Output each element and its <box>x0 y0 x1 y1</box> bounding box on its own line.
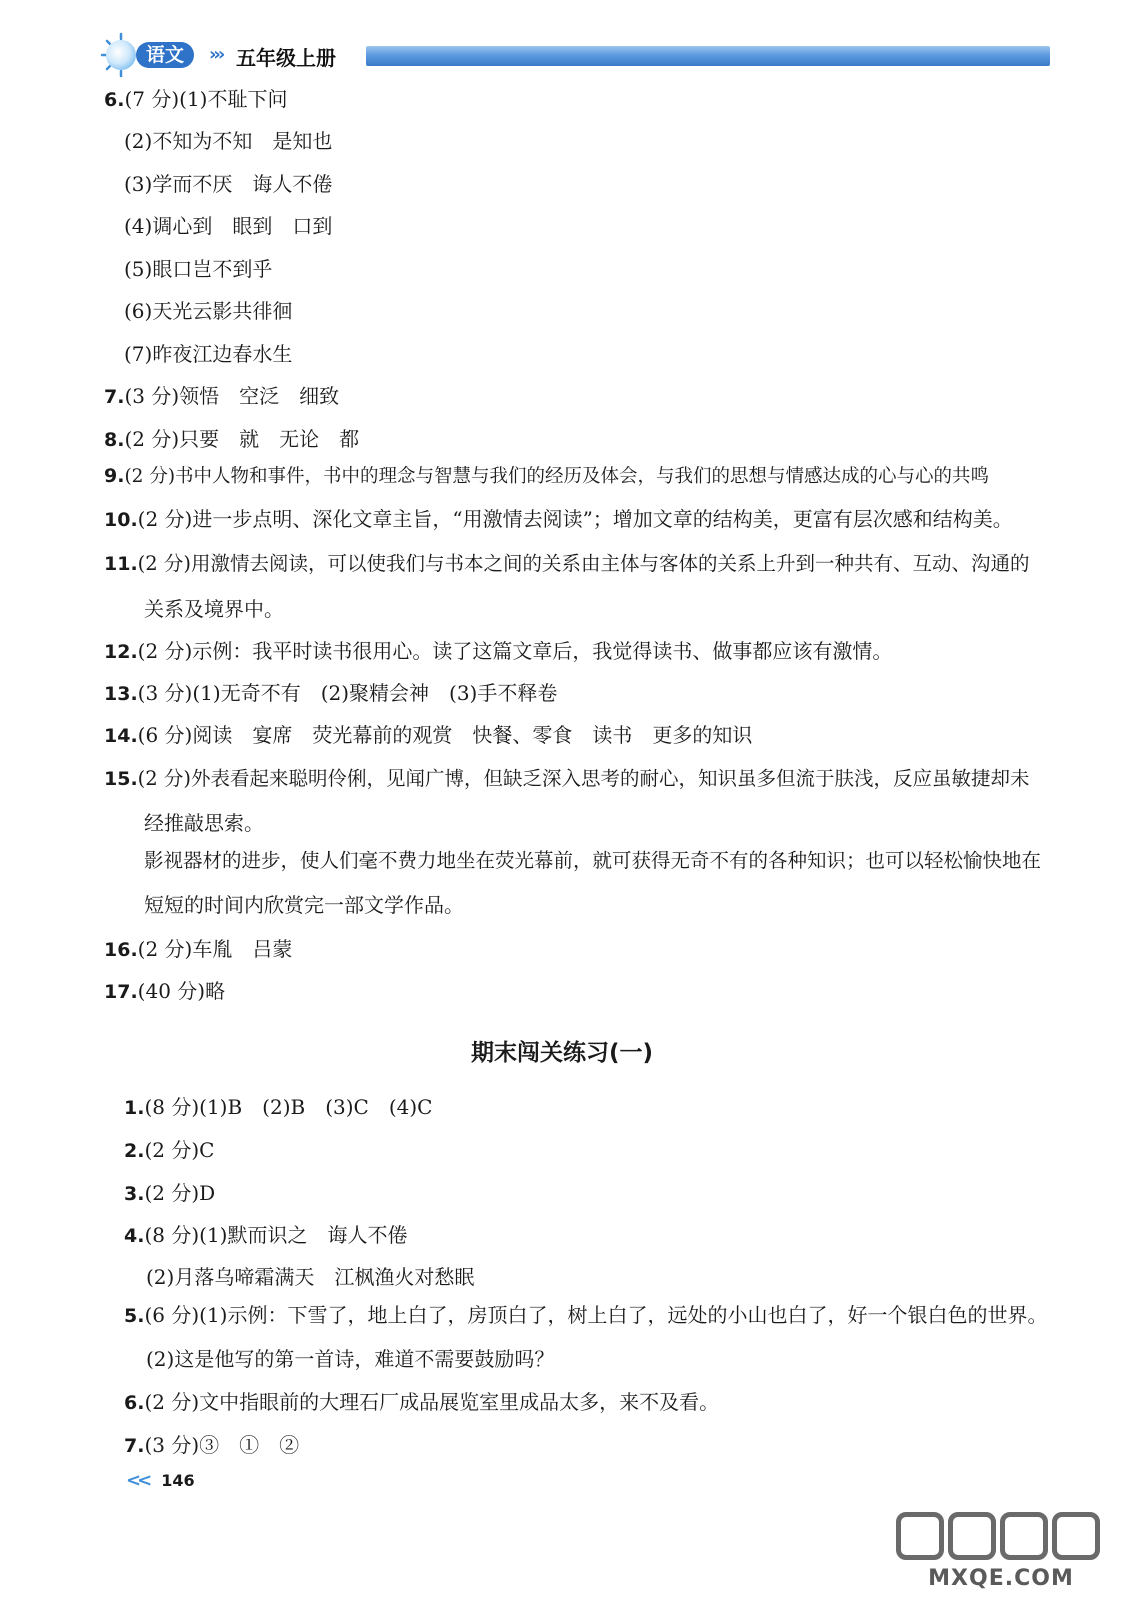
answer-line: 8.(2 分)只要 就 无论 都 <box>104 427 360 451</box>
section-title: 期末闯关练习(一) <box>470 1040 654 1066</box>
answer-line: 1.(8 分)(1)B (2)B (3)C (4)C <box>124 1095 433 1119</box>
answer-line: 5.(6 分)(1)示例：下雪了，地上白了，房顶白了，树上白了，远处的小山也白了，好一个银白色的世界。 <box>124 1303 1048 1327</box>
grade-label: 五年级上册 <box>236 46 336 70</box>
answer-line: (5)眼口岂不到乎 <box>124 257 273 281</box>
double-chevron-left-icon: << <box>126 1470 149 1491</box>
answer-line: 短短的时间内欣赏完一部文学作品。 <box>144 893 464 917</box>
answer-line: 4.(8 分)(1)默而识之 诲人不倦 <box>124 1223 408 1247</box>
answer-line: 13.(3 分)(1)无奇不有 (2)聚精会神 (3)手不释卷 <box>104 681 558 705</box>
answer-line: 7.(3 分)③ ① ② <box>124 1433 300 1457</box>
answer-line: (3)学而不厌 诲人不倦 <box>124 172 333 196</box>
answer-line: 9.(2 分)书中人物和事件，书中的理念与智慧与我们的经历及体会，与我们的思想与情感达成的心与心的共鸣 <box>104 465 990 487</box>
watermark-logo <box>896 1512 1106 1592</box>
answer-line: (2)月落乌啼霜满天 江枫渔火对愁眠 <box>146 1265 475 1289</box>
answer-line: 关系及境界中。 <box>144 597 284 621</box>
answer-line: (7)昨夜江边春水生 <box>124 342 293 366</box>
answer-line: (2)不知为不知 是知也 <box>124 129 333 153</box>
answer-line: (4)调心到 眼到 口到 <box>124 214 333 238</box>
answer-line: 12.(2 分)示例：我平时读书很用心。读了这篇文章后，我觉得读书、做事都应该有激情。 <box>104 639 893 663</box>
answer-line: 16.(2 分)车胤 吕蒙 <box>104 937 293 961</box>
header-bar <box>366 46 1050 66</box>
answer-line: (6)天光云影共徘徊 <box>124 299 293 323</box>
page-number: 146 <box>161 1471 195 1490</box>
page-header <box>96 38 1056 74</box>
answer-line: 2.(2 分)C <box>124 1138 215 1162</box>
answer-line: 11.(2 分)用激情去阅读，可以使我们与书本之间的关系由主体与客体的关系上升到一种共有、互动、沟通的 <box>104 552 1030 575</box>
sun-icon <box>106 40 136 70</box>
answer-line: 6.(7 分)(1)不耻下问 <box>104 87 288 111</box>
answer-line: 3.(2 分)D <box>124 1181 216 1205</box>
answer-line: 10.(2 分)进一步点明、深化文章主旨，“用激情去阅读”；增加文章的结构美，更富有层次感和结构美。 <box>104 507 1013 531</box>
answer-line: 7.(3 分)领悟 空泛 细致 <box>104 384 340 408</box>
answer-line: 15.(2 分)外表看起来聪明伶俐，见闻广博，但缺乏深入思考的耐心，知识虽多但流于肤浅，反应虽敏捷却未 <box>104 767 1030 790</box>
answer-line: 影视器材的进步，使人们毫不费力地坐在荧光幕前，就可获得无奇不有的各种知识；也可以轻松愉快地在 <box>144 849 1042 872</box>
answer-line: 6.(2 分)文中指眼前的大理石厂成品展览室里成品太多，来不及看。 <box>124 1390 720 1414</box>
watermark-boxes-icon <box>896 1512 1106 1564</box>
watermark-text: MXQE.COM <box>928 1566 1074 1591</box>
answer-line: 14.(6 分)阅读 宴席 荧光幕前的观赏 快餐、零食 读书 更多的知识 <box>104 723 753 747</box>
answer-line: 17.(40 分)略 <box>104 979 226 1003</box>
chevron-icon: ››› <box>209 44 223 65</box>
answer-line: 经推敲思索。 <box>144 811 264 835</box>
page-footer <box>126 1470 195 1494</box>
answer-line: (2)这是他写的第一首诗，难道不需要鼓励吗？ <box>146 1347 555 1371</box>
subject-label: 语文 <box>136 42 194 68</box>
